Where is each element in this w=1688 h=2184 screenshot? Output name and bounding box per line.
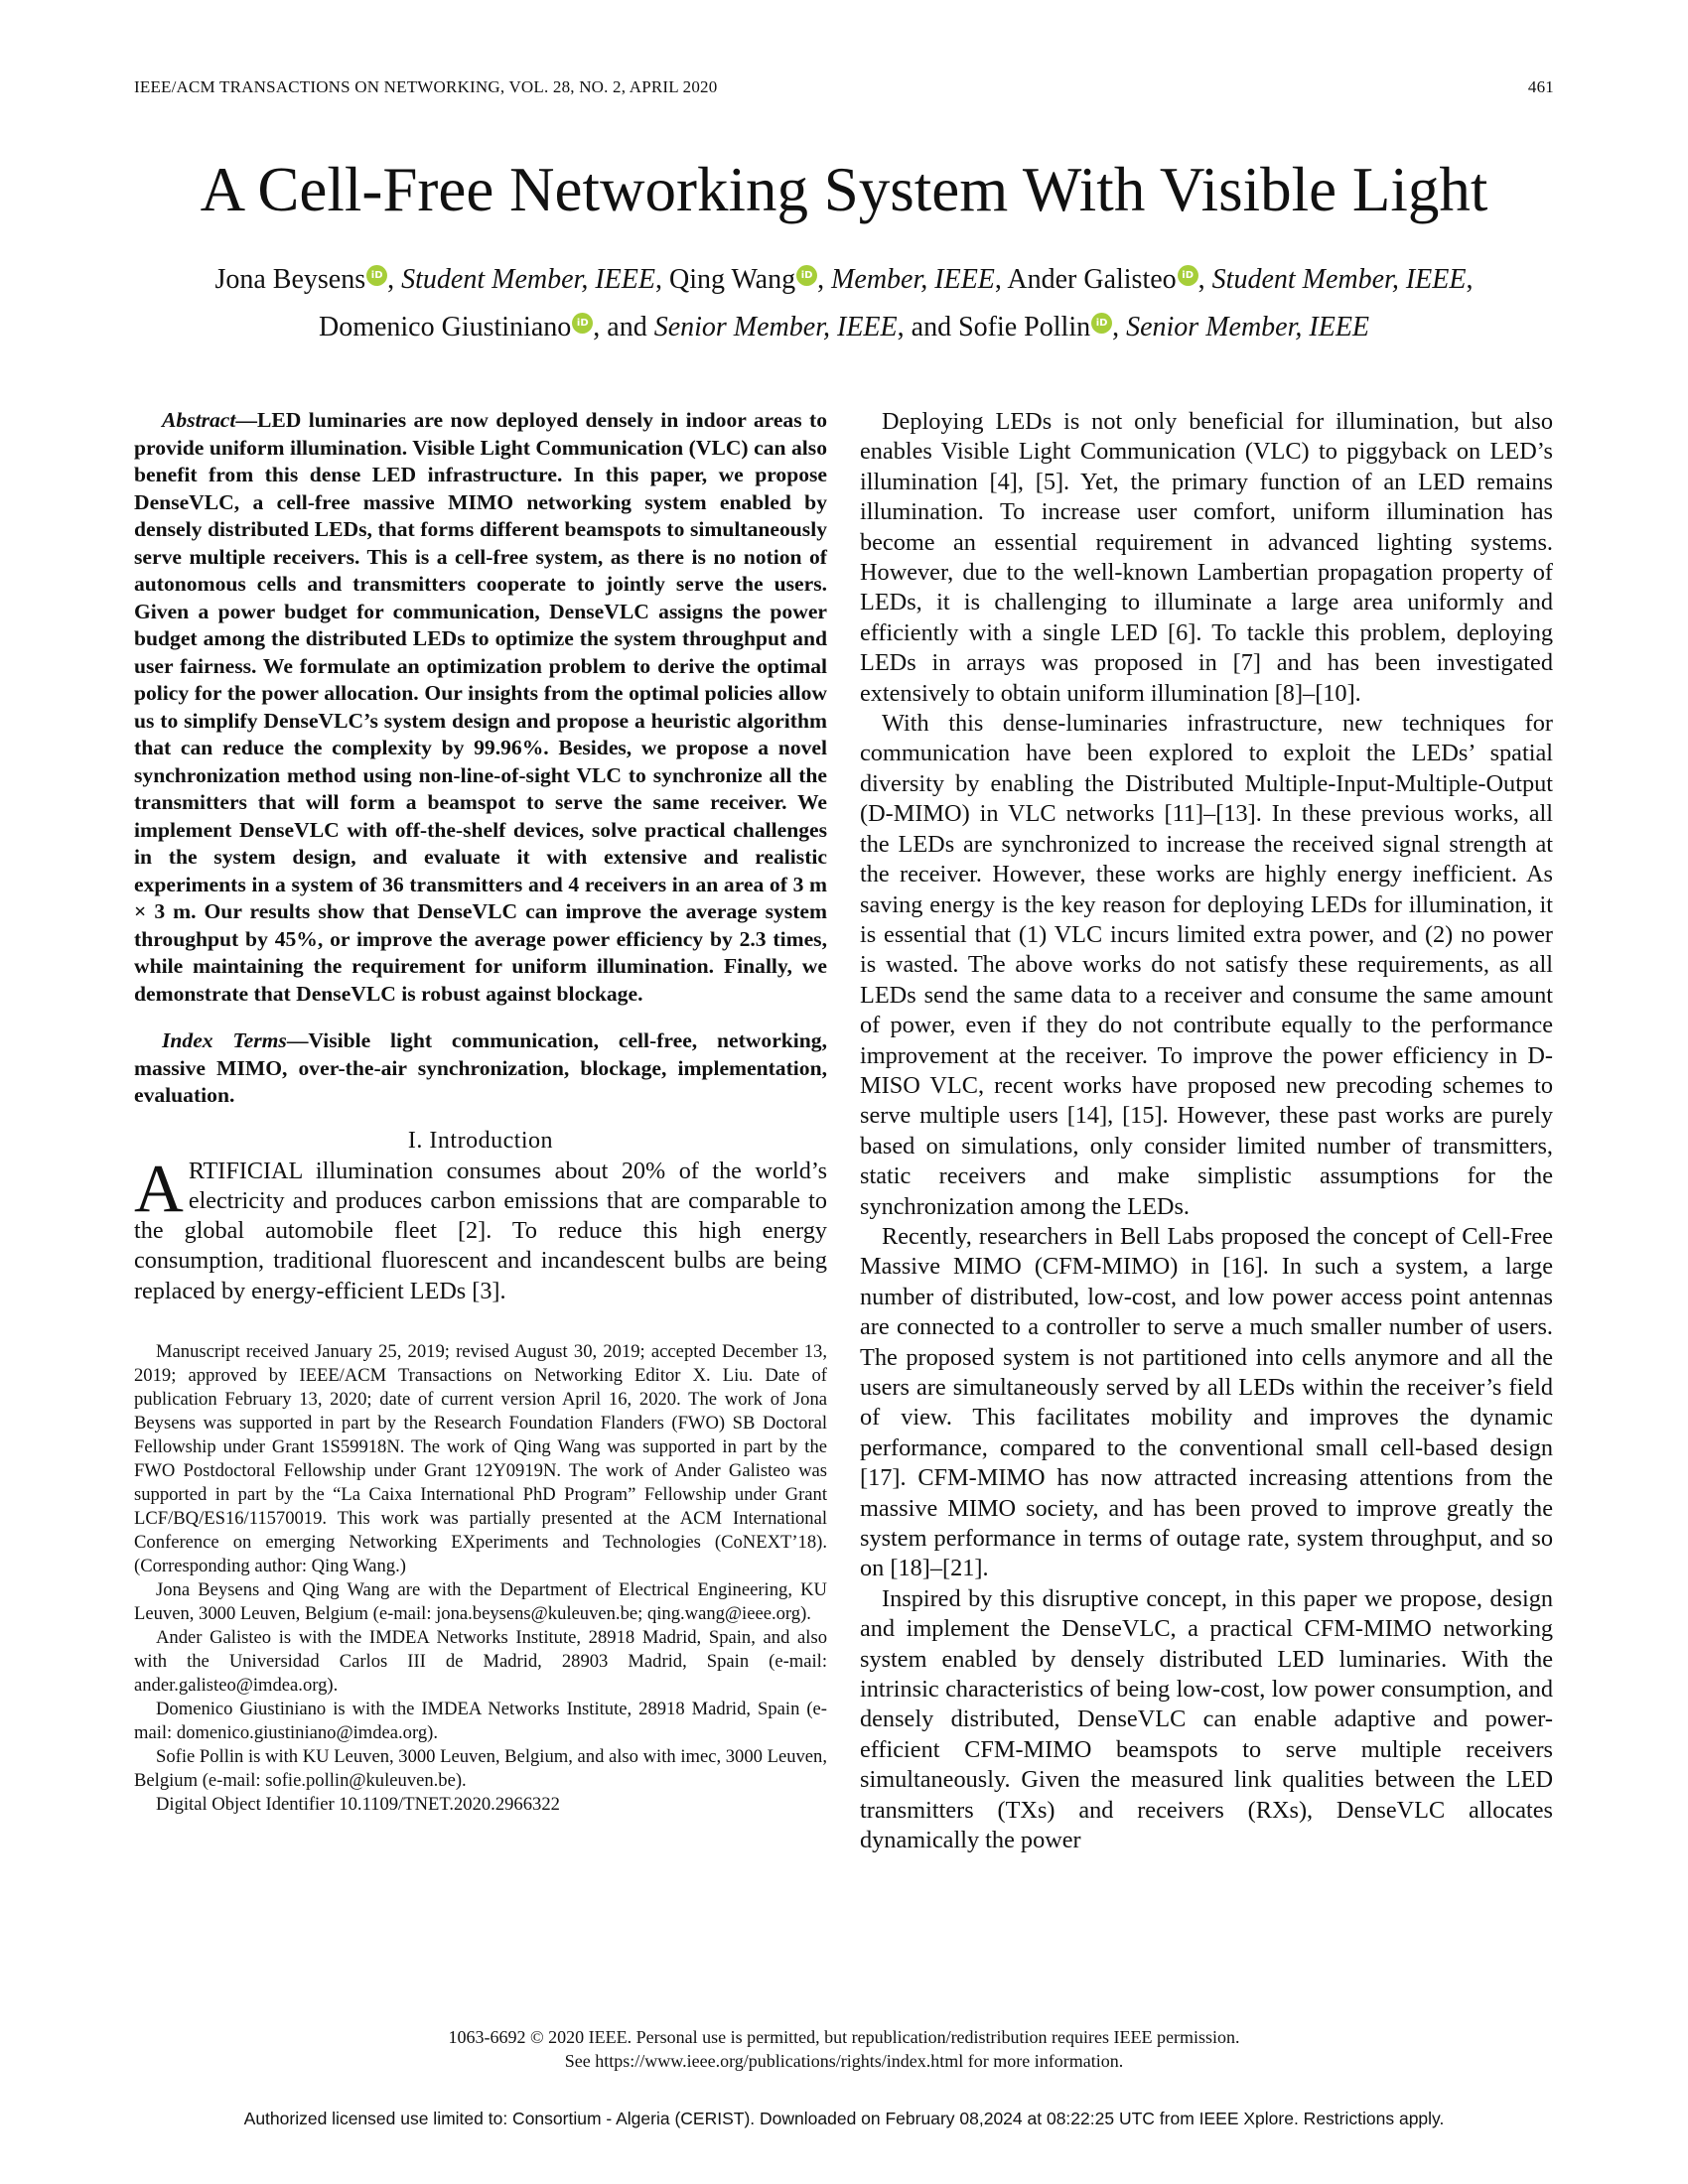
author-separator: , bbox=[1197, 264, 1205, 295]
author-membership: Student Member, IEEE bbox=[401, 264, 655, 295]
orcid-icon[interactable]: iD bbox=[572, 313, 593, 334]
paper-title: A Cell-Free Networking System With Visible Light bbox=[200, 155, 1488, 224]
orcid-icon[interactable]: iD bbox=[1091, 313, 1112, 334]
footnote-manuscript: Manuscript received January 25, 2019; revised August 30, 2019; accepted December 13, 2019; approved by IEEE/ACM Transactions on Networking Editor X. Liu. Date of publication February 13, 2020; date of current version April 16, 2020. The work of Jona Beysens was supported in part by the Research Foundation Flanders (FWO) SB Doctoral Fellowship under Grant 1S59918N. The work of Qing Wang was supported in part by the FWO Postdoctoral Fellowship under Grant 12Y0919N. The work of Ander Galisteo was supported in part by the “La Caixa International PhD Program” Fellowship under Grant LCF/BQ/ES16/11570019. This work was partially presented at the ACM International Conference on emerging Networking EXperiments and Technologies (CoNEXT’18). (Corresponding author: Qing Wang.) bbox=[134, 1340, 827, 1576]
author-separator: , and bbox=[593, 312, 654, 342]
author bbox=[1007, 264, 1204, 295]
right-column bbox=[860, 407, 1553, 1856]
author bbox=[214, 264, 401, 295]
license-notice: Authorized licensed use limited to: Consortium - Algeria (CERIST). Downloaded on February 08,2024 at 08:22:25 UTC from IEEE Xplore. Restrictions apply. bbox=[243, 2109, 1445, 2128]
body-paragraph: With this dense-luminaries infrastructure, new techniques for communication have been explored to exploit the LEDs’ spatial diversity by enabling the Distributed Multiple-Input-Multiple-Output (D-MIMO) in VLC networks [11]–[13]. In these previous works, all the LEDs are synchronized to increase the received signal strength at the receiver. However, these works are highly energy inefficient. As saving energy is the key reason for deploying LEDs for illumination, it is essential that (1) VLC incurs limited extra power, and (2) no power is wasted. The above works do not satisfy these requirements, as all LEDs send the same data to a receiver and consume the same amount of power, even if they do not contribute equally to the performance improvement at the receiver. To improve the power efficiency in D-MISO VLC, recent works have proposed new precoding schemes to serve multiple users [14], [15]. However, these past works are purely based on simulations, only consider limited number of transmitters, static receivers and make simplistic assumptions for the synchronization among the LEDs. bbox=[860, 710, 1553, 1220]
body-paragraph: Inspired by this disruptive concept, in this paper we propose, design and implement the DenseVLC, a practical CFM-MIMO networking system enabled by densely distributed LED luminaries. With the intrinsic characteristics of being low-cost, low power consumption, and densely distributed, DenseVLC can enable adaptive and power-efficient CFM-MIMO beamspots to serve multiple receivers simultaneously. Given the measured link qualities between the LED transmitters (TXs) and receivers (RXs), DenseVLC allocates dynamically the power bbox=[860, 1584, 1553, 1854]
author bbox=[669, 264, 831, 295]
rights-link-line[interactable]: See https://www.ieee.org/publications/rights/index.html for more information. bbox=[564, 2051, 1124, 2071]
drop-cap: A bbox=[134, 1150, 184, 1226]
author-separator: , bbox=[387, 264, 402, 295]
orcid-icon[interactable]: iD bbox=[1178, 265, 1198, 286]
author-membership: Student Member, IEEE bbox=[1211, 264, 1467, 295]
footnote-affiliation: Domenico Giustiniano is with the IMDEA Networks Institute, 28918 Madrid, Spain (e-mail: domenico.giustiniano@imdea.org). bbox=[134, 1698, 827, 1743]
running-head bbox=[134, 77, 1554, 101]
author-membership: Senior Member, IEEE bbox=[653, 312, 898, 342]
author-membership: Member, IEEE bbox=[831, 264, 995, 295]
author-name: Ander Galisteo bbox=[1007, 264, 1177, 295]
index-terms bbox=[134, 1027, 827, 1110]
author bbox=[958, 312, 1112, 342]
author-name: Qing Wang bbox=[668, 264, 796, 295]
body-paragraph: Deploying LEDs is not only beneficial for illumination, but also enables Visible Light Communication (VLC) to piggyback on LED’s illumination [4], [5]. Yet, the primary function of an LED remains illumination. To increase user comfort, uniform illumination has become an essential requirement in advanced lighting systems. However, due to the well-known Lambertian propagation property of LEDs, it is challenging to illuminate a large area uniformly and efficiently with a single LED [6]. To tackle this problem, deploying LEDs in arrays was proposed in [7] and has been investigated extensively to obtain uniform illumination [8]–[10]. bbox=[860, 408, 1553, 707]
intro-text: illumination consumes about 20% of the world’s electricity and produces carbon emissions that are comparable to the global automobile fleet [2]. To reduce this high energy consumption, traditional fluorescent and incandescent bulbs are being replaced by energy-efficient LEDs [3]. bbox=[134, 1157, 827, 1304]
copyright-line: 1063-6692 © 2020 IEEE. Personal use is permitted, but republication/redistribution requires IEEE permission. bbox=[448, 2027, 1240, 2047]
body-paragraph: Recently, researchers in Bell Labs proposed the concept of Cell-Free Massive MIMO (CFM-MIMO) in [16]. In such a system, a large number of distributed, low-cost, and low power access point antennas are connected to a controller to serve a much smaller number of users. The proposed system is not partitioned into cells anymore and all the users are simultaneously served by all LEDs within the receiver’s field of view. This facilitates mobility and improves the dynamic performance, compared to the conventional small cell-based design [17]. CFM-MIMO has now attracted increasing attentions from the massive MIMO society, and has been proved to improve greatly the system performance in terms of outage rate, system throughput, and so on [18]–[21]. bbox=[860, 1222, 1553, 1582]
journal-citation: IEEE/ACM TRANSACTIONS ON NETWORKING, VOL. 28, NO. 2, APRIL 2020 bbox=[134, 77, 718, 96]
left-column bbox=[134, 407, 827, 1817]
author-name: Jona Beysens bbox=[214, 264, 366, 295]
index-terms-label: Index Terms bbox=[162, 1028, 287, 1052]
footnote-affiliation: Jona Beysens and Qing Wang are with the Department of Electrical Engineering, KU Leuven, 3000 Leuven, Belgium (e-mail: jona.beysens@kuleuven.be; qing.wang@ieee.org). bbox=[134, 1578, 827, 1624]
author bbox=[319, 312, 654, 342]
orcid-icon[interactable]: iD bbox=[366, 265, 387, 286]
footnote-affiliation: Ander Galisteo is with the IMDEA Networks Institute, 28918 Madrid, Spain, and also with the Universidad Carlos III de Madrid, 28903 Madrid, Spain (e-mail: ander.galisteo@imdea.org). bbox=[134, 1626, 827, 1696]
author-name: Domenico Giustiniano bbox=[318, 312, 572, 342]
copyright-notice bbox=[134, 2025, 1554, 2073]
author-list: Jona Beysens iD , Student Member, IEEE, Qing Wang iD , Member, IEEE, Ander Galisteo iD , Student Member, IEEE, Domenico Giustiniano iD , and Senior Member, IEEE, and Sofie Pollin iD , Senior Member, IEEE bbox=[214, 264, 1474, 342]
index-terms-text: —Visible light communication, cell-free, networking, massive MIMO, over-the-air synchronization, blockage, implementation, evaluation. bbox=[134, 1028, 827, 1107]
abstract-text: —LED luminaries are now deployed densely in indoor areas to provide uniform illumination. Visible Light Communication (VLC) can also benefit from this dense LED infrastructure. In this paper, we propose DenseVLC, a cell-free massive MIMO networking system enabled by densely distributed LEDs, that forms different beamspots to simultaneously serve multiple receivers. This is a cell-free system, as there is no notion of autonomous cells and transmitters cooperate to jointly serve the users. Given a power budget for communication, DenseVLC assigns the power budget among the distributed LEDs to optimize the system throughput and user fairness. We formulate an optimization problem to derive the optimal policy for the power allocation. Our insights from the optimal policies allow us to simplify DenseVLC’s system design and propose a heuristic algorithm that can reduce the complexity by 99.96%. Besides, we propose a novel synchronization method using non-line-of-sight VLC to synchronize all the transmitters that will form a beamspot to serve the same receiver. We implement DenseVLC with off-the-shelf devices, solve practical challenges in the system design, and evaluate it with extensive and realistic experiments in a system of 36 transmitters and 4 receivers in an area of 3 m × 3 m. Our results show that DenseVLC can improve the average system throughput by 45%, or improve the average power efficiency by 2.3 times, while maintaining the requirement for uniform illumination. Finally, we demonstrate that DenseVLC is robust against blockage. bbox=[134, 408, 827, 1006]
first-word: RTIFICIAL bbox=[188, 1157, 303, 1184]
author-membership: Senior Member, IEEE bbox=[1126, 312, 1370, 342]
author-name: Sofie Pollin bbox=[958, 312, 1091, 342]
page-number: 461 bbox=[1527, 77, 1554, 96]
doi[interactable]: Digital Object Identifier 10.1109/TNET.2020.2966322 bbox=[156, 1793, 560, 1815]
abstract bbox=[134, 407, 827, 1008]
footnotes bbox=[134, 1340, 827, 1817]
orcid-icon[interactable]: iD bbox=[796, 265, 817, 286]
abstract-label: Abstract bbox=[162, 408, 236, 432]
author-separator: , and bbox=[897, 312, 959, 342]
footnote-affiliation: Sofie Pollin is with KU Leuven, 3000 Leuven, Belgium, and also with imec, 3000 Leuven, Belgium (e-mail: sofie.pollin@kuleuven.be). bbox=[134, 1745, 827, 1791]
author-separator: , bbox=[817, 264, 832, 295]
intro-paragraph bbox=[134, 1150, 827, 1306]
section-heading: I. Introduction bbox=[407, 1127, 554, 1154]
